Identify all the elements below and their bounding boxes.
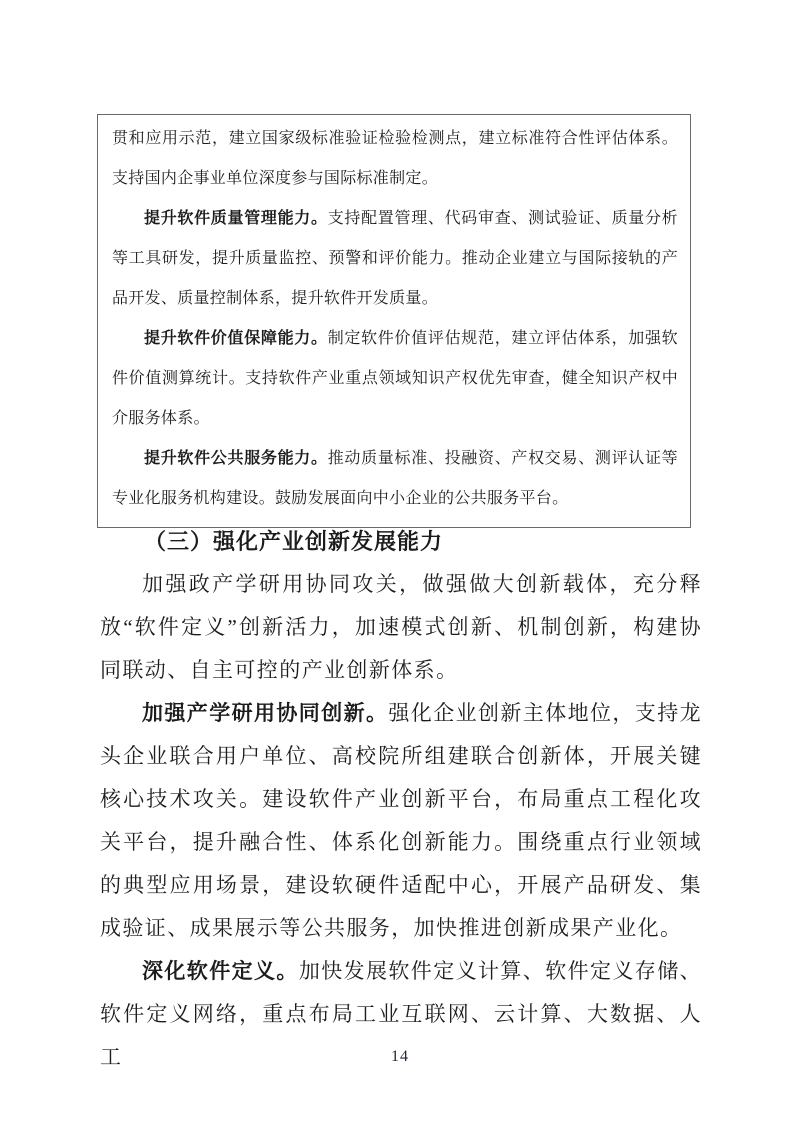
box-paragraph (112, 319, 678, 439)
body-paragraph-text: 加快发展软件定义计算、软件定义存储、软件定义网络，重点布局工业互联网、云计算、大数据、人工 (100, 959, 703, 1069)
box-paragraph-lead: 提升软件质量管理能力。 (144, 210, 328, 227)
box-paragraph (112, 199, 678, 319)
box-paragraph-lead: 提升软件公共服务能力。 (144, 450, 328, 467)
box-paragraph-text: 推动质量标准、投融资、产权交易、测评认证等专业化服务机构建设。鼓励发展面向中小企业的公共服务平台。 (112, 450, 678, 507)
body-paragraph (100, 563, 702, 692)
notice-box (97, 114, 691, 528)
main-text (100, 520, 702, 1079)
body-paragraph-text: 加强政产学研用协同攻关，做强做大创新载体，充分释放“软件定义”创新活力，加速模式创新、机制创新，构建协同联动、自主可控的产业创新体系。 (100, 572, 702, 682)
box-paragraph (112, 119, 678, 199)
body-paragraph-lead: 深化软件定义。 (142, 959, 299, 983)
section-heading: （三）强化产业创新发展能力 (144, 529, 444, 554)
box-paragraph-text: 支持配置管理、代码审查、测试验证、质量分析等工具研发，提升质量监控、预警和评价能力。推动企业建立与国际接轨的产品开发、质量控制体系，提升软件开发质量。 (112, 210, 678, 307)
box-paragraph-lead: 提升软件价值保障能力。 (144, 330, 328, 347)
box-paragraph-text: 贯和应用示范，建立国家级标准验证检验检测点，建立标准符合性评估体系。支持国内企事业单位深度参与国际标准制定。 (112, 130, 678, 187)
box-paragraph (112, 439, 678, 519)
box-paragraph-text: 制定软件价值评估规范，建立评估体系，加强软件价值测算统计。支持软件产业重点领域知识产权优先审查，健全知识产权中介服务体系。 (112, 330, 678, 427)
page-number: 14 (391, 1048, 409, 1065)
body-paragraph-text: 强化企业创新主体地位，支持龙头企业联合用户单位、高校院所组建联合创新体，开展关键核心技术攻关。建设软件产业创新平台，布局重点工程化攻关平台，提升融合性、体系化创新能力。围绕重点行业领域的典型应用场景，建设软硬件适配中心，开展产品研发、集成验证、成果展示等公共服务，加快推进创新成果产业化。 (100, 701, 703, 940)
body-paragraph (100, 692, 702, 950)
body-paragraph-lead: 加强产学研用协同创新。 (142, 701, 389, 725)
